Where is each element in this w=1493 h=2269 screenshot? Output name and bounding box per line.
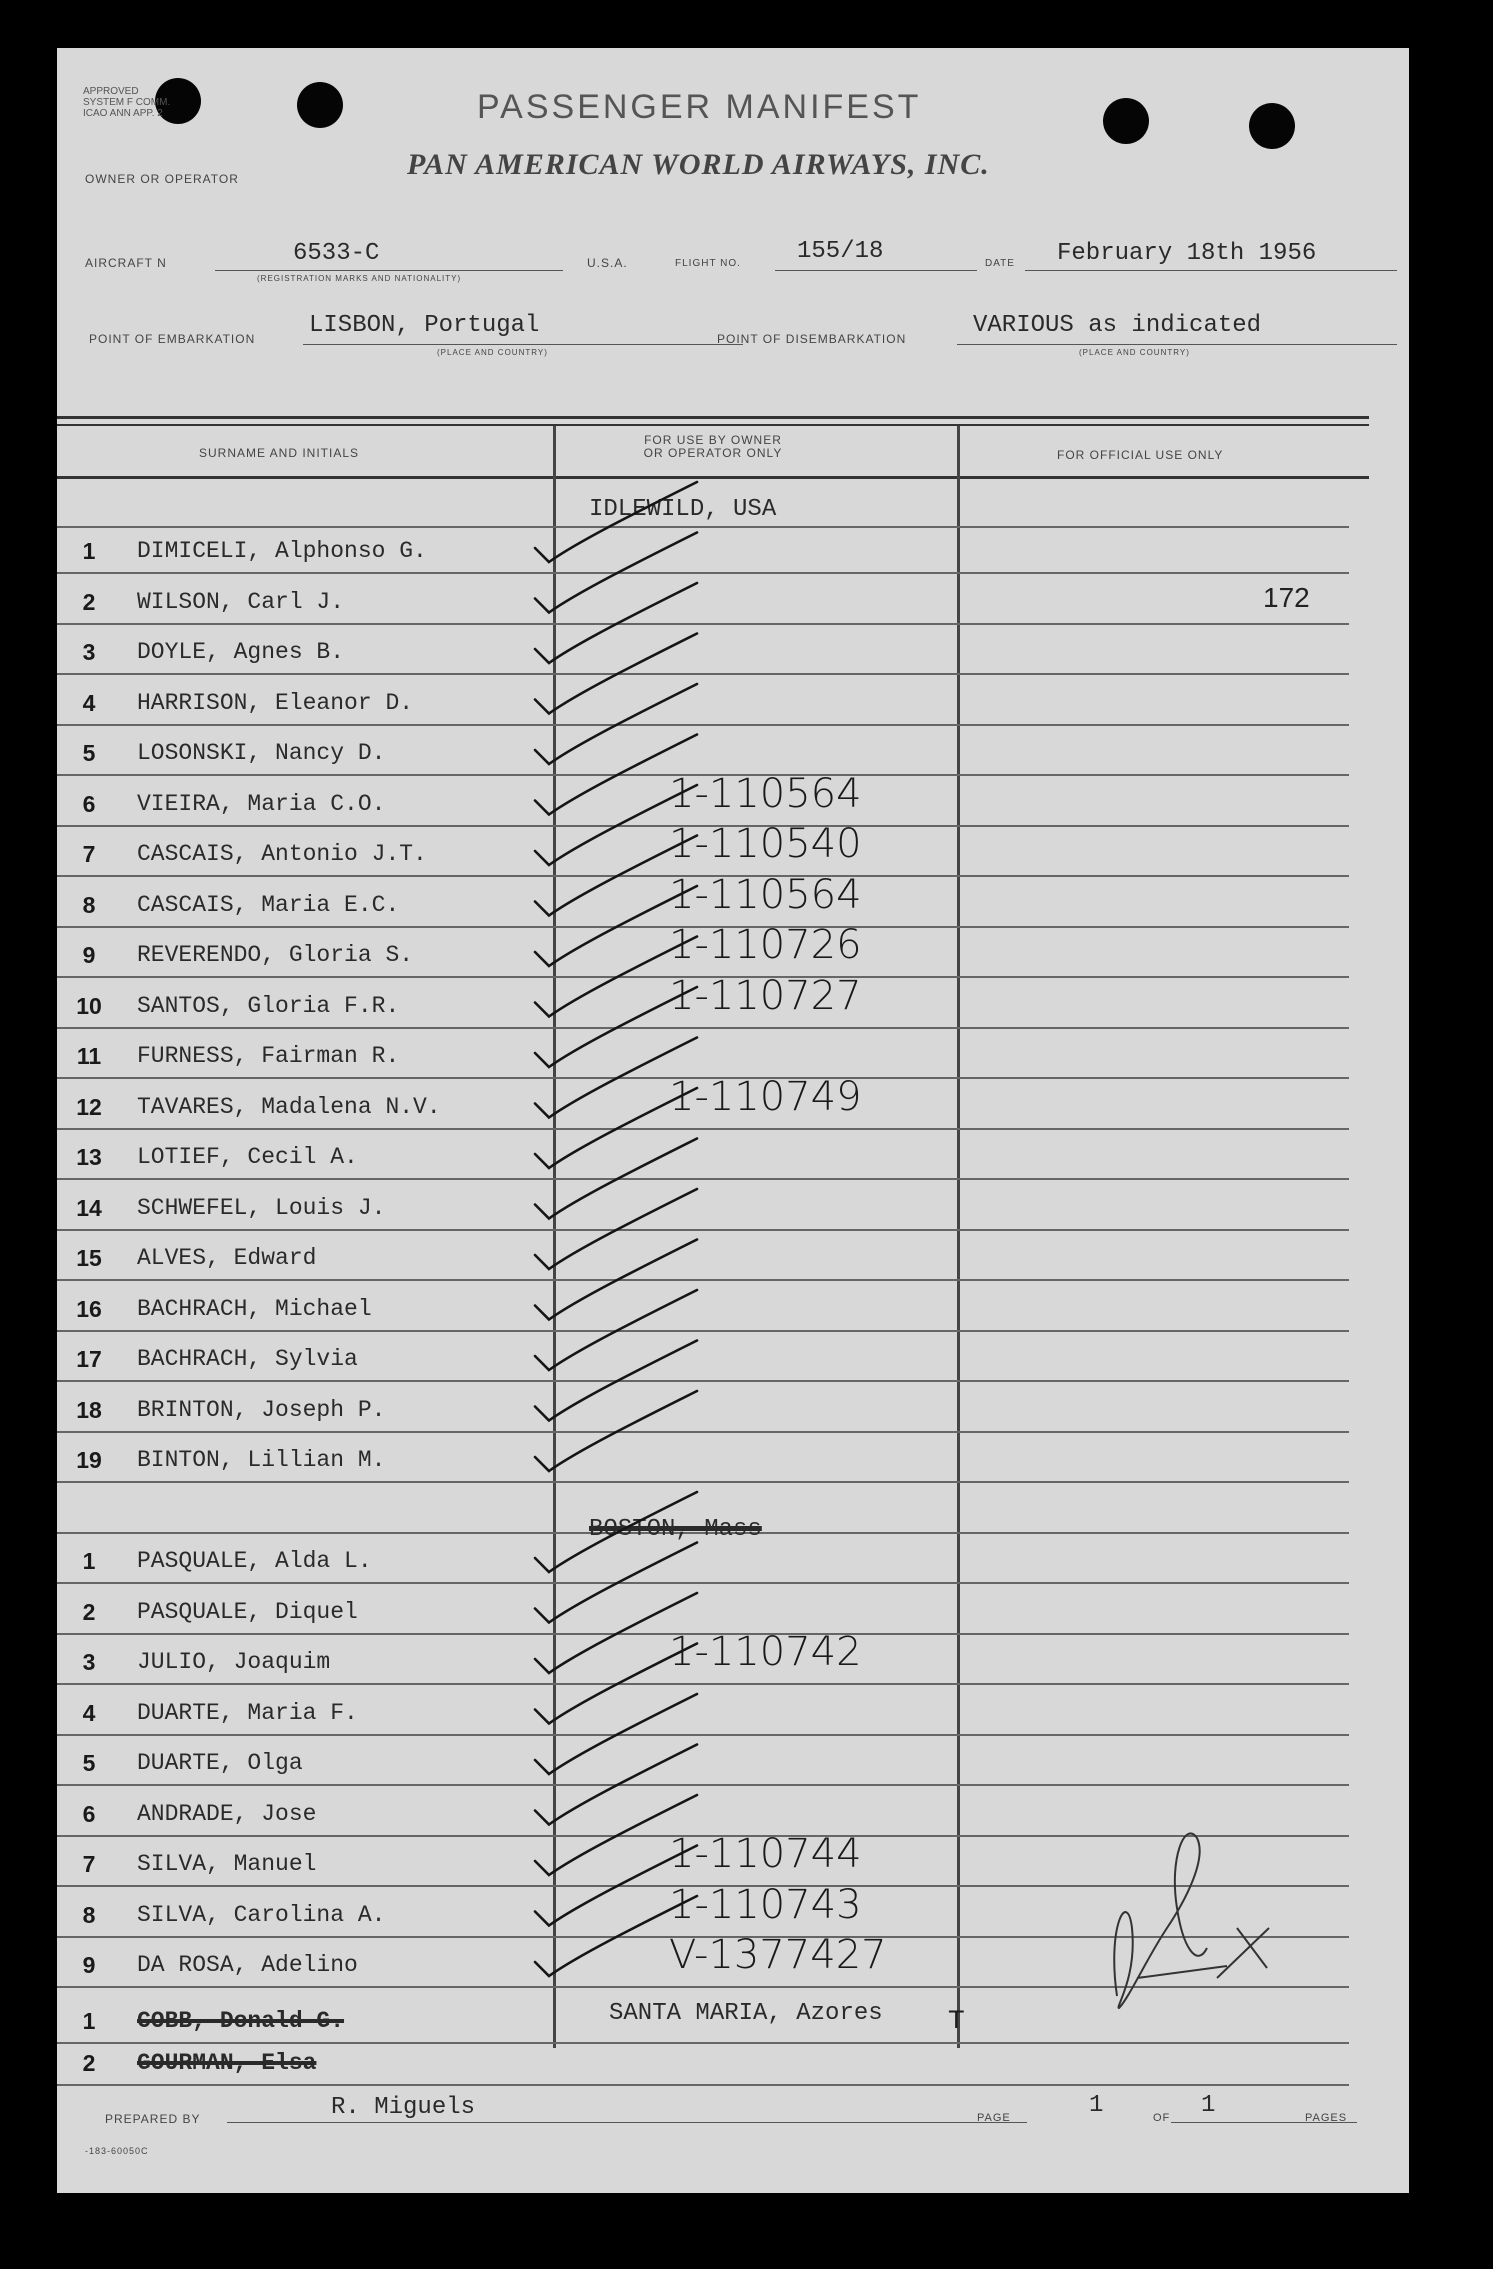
row-number: 8 (82, 891, 96, 918)
approval-line: APPROVED (83, 86, 139, 97)
passenger-name: FURNESS, Fairman R. (137, 1043, 400, 1069)
row-number: 19 (76, 1447, 102, 1473)
row-rule (57, 1128, 1349, 1130)
passenger-name: BACHRACH, Michael (137, 1295, 372, 1322)
row-rule (57, 1380, 1349, 1382)
row-number: 7 (82, 1851, 96, 1877)
place-note: (PLACE AND COUNTRY) (437, 348, 548, 357)
of-label: OF (1153, 2112, 1171, 2124)
passenger-name: VIEIRA, Maria C.O. (137, 790, 386, 817)
passenger-name: LOTIEF, Cecil A. (137, 1144, 358, 1170)
passenger-name: SILVA, Manuel (137, 1851, 317, 1877)
row-number: 8 (82, 1901, 96, 1928)
owner-use-header (593, 434, 833, 460)
row-number: 6 (82, 1800, 96, 1827)
passenger-name: CASCAIS, Antonio J.T. (137, 841, 427, 867)
owner-use-header-line: OR OPERATOR ONLY (643, 446, 783, 460)
destination-idlewild: IDLEWILD, USA (589, 496, 777, 523)
disembarkation-label: POINT OF DISEMBARKATION (717, 332, 907, 346)
row-rule (57, 1734, 1349, 1736)
passenger-name: SANTOS, Gloria F.R. (137, 992, 400, 1019)
destination-boston-struck: BOSTON, Mass (589, 1516, 762, 1543)
passenger-name: BACHRACH, Sylvia (137, 1346, 358, 1372)
row-number: 11 (76, 1043, 102, 1069)
prepared-by-value: R. Miguels (331, 2094, 476, 2121)
row-number: 4 (82, 1699, 96, 1726)
ticket-number: 1-110726 (669, 922, 862, 968)
manifest-sheet (57, 48, 1409, 2193)
row-number: 1 (82, 1548, 96, 1574)
row-rule (57, 2042, 1349, 2044)
passenger-name: ALVES, Edward (137, 1245, 317, 1271)
ticket-number: 1-110743 (669, 1881, 862, 1928)
ticket-number: V-1377427 (669, 1932, 887, 1978)
surname-column-header: SURNAME AND INITIALS (199, 446, 360, 460)
row-number: 12 (76, 1093, 102, 1120)
row-rule (57, 1330, 1349, 1332)
row-rule (57, 572, 1349, 574)
row-number: 6 (82, 790, 96, 817)
passenger-name: BINTON, Lillian M. (137, 1447, 386, 1473)
row-rule (57, 1279, 1349, 1281)
pages-label: PAGES (1305, 2112, 1348, 2124)
official-signature (1114, 1833, 1269, 2008)
row-rule (57, 673, 1349, 675)
punch-hole (297, 82, 343, 128)
row-number: 9 (82, 942, 96, 968)
row-rule (57, 1481, 1349, 1483)
approval-line: ICAO ANN (83, 108, 131, 119)
total-pages-value: 1 (1201, 2092, 1216, 2119)
airline-name: PAN AMERICAN WORLD AIRWAYS, INC. (407, 148, 990, 181)
row-number: 1 (82, 2008, 96, 2034)
ticket-number: 1-110742 (669, 1629, 862, 1675)
ticket-number: 1-110564 (669, 770, 862, 817)
row-rule (57, 1784, 1349, 1786)
row-number: 9 (82, 1952, 96, 1978)
row-number: 14 (76, 1194, 102, 1221)
passenger-name: SCHWEFEL, Louis J. (137, 1194, 386, 1221)
passenger-name: PASQUALE, Alda L. (137, 1548, 372, 1574)
passenger-name: TAVARES, Madalena N.V. (137, 1093, 441, 1120)
row-rule (57, 1178, 1349, 1180)
row-number: 1 (82, 538, 96, 564)
row-number: 5 (82, 1750, 96, 1776)
passenger-name: HARRISON, Eleanor D. (137, 689, 414, 716)
passenger-name: CASCAIS, Maria E.C. (137, 891, 400, 918)
row-rule (57, 1683, 1349, 1685)
owner-use-header-line: FOR USE BY OWNER (644, 433, 782, 447)
row-rule (57, 2084, 1349, 2086)
passenger-name: JULIO, Joaquim (137, 1649, 331, 1675)
destination-santa-maria: SANTA MARIA, Azores (609, 2000, 883, 2027)
approval-line: SYSTEM F (83, 97, 134, 108)
page-label: PAGE (977, 2112, 1011, 2124)
row-number: 15 (76, 1245, 102, 1271)
passenger-name: DUARTE, Olga (137, 1750, 303, 1776)
aircraft-label: AIRCRAFT N (85, 256, 167, 270)
passenger-name: REVERENDO, Gloria S. (137, 942, 414, 968)
official-use-header: FOR OFFICIAL USE ONLY (1057, 448, 1224, 462)
passenger-name: WILSON, Carl J. (137, 588, 345, 615)
form-title: PASSENGER MANIFEST (477, 88, 922, 126)
passenger-name: PASQUALE, Diquel (137, 1598, 358, 1625)
row-number: 16 (76, 1295, 102, 1322)
row-number: 2 (82, 1598, 96, 1625)
flight-number: 155/18 (797, 238, 884, 265)
row-number: 3 (82, 1649, 96, 1675)
passenger-name: DA ROSA, Adelino (137, 1952, 358, 1978)
row-rule (57, 1229, 1349, 1231)
flight-date: February 18th 1956 (1057, 240, 1317, 267)
approval-line: APP. 2 (133, 108, 163, 119)
passenger-name: DOYLE, Agnes B. (137, 639, 345, 665)
row-number: 2 (82, 2050, 96, 2076)
date-label: DATE (985, 258, 1015, 269)
owner-label: OWNER OR OPERATOR (85, 172, 239, 186)
destination-mark: T (949, 2006, 964, 2034)
row-number: 5 (82, 740, 96, 766)
embarkation-label: POINT OF EMBARKATION (89, 332, 256, 346)
row-number: 17 (76, 1346, 102, 1372)
disembarkation-value: VARIOUS as indicated (973, 312, 1262, 339)
passenger-name: DIMICELI, Alphonso G. (137, 538, 427, 564)
row-number: 2 (82, 588, 96, 615)
passenger-name: SILVA, Carolina A. (137, 1901, 386, 1928)
form-code: -183-60050C (85, 2146, 149, 2156)
passenger-name: COBB, Donald G. (137, 2008, 345, 2034)
passenger-name: ANDRADE, Jose (137, 1800, 317, 1827)
row-number: 7 (82, 841, 96, 867)
ticket-number: 1-110727 (669, 972, 862, 1019)
punch-hole (1249, 103, 1295, 149)
row-number: 13 (76, 1144, 102, 1170)
passenger-name: BRINTON, Joseph P. (137, 1396, 386, 1423)
punch-hole (1103, 98, 1149, 144)
row-rule (57, 1027, 1349, 1029)
ticket-number: 1-110749 (669, 1073, 862, 1120)
registration-note: (REGISTRATION MARKS AND NATIONALITY) (257, 274, 462, 283)
usa-label: U.S.A. (587, 256, 628, 270)
row-rule (57, 623, 1349, 625)
row-rule (57, 1582, 1349, 1584)
ticket-number: 1-110564 (669, 871, 862, 918)
row-rule (57, 724, 1349, 726)
row-number: 10 (76, 992, 102, 1019)
aircraft-value: 6533-C (293, 240, 380, 267)
official-note: 172 (1263, 582, 1310, 613)
passenger-name: LOSONSKI, Nancy D. (137, 740, 386, 766)
passenger-name: GOURMAN, Elsa (137, 2050, 317, 2076)
row-number: 18 (76, 1396, 102, 1423)
row-rule (57, 526, 1349, 528)
embarkation-value: LISBON, Portugal (309, 312, 540, 339)
page-value: 1 (1089, 2092, 1104, 2119)
row-rule (57, 1986, 1349, 1988)
prepared-by-label: PREPARED BY (105, 2112, 201, 2126)
ticket-number: 1-110540 (669, 821, 862, 867)
flight-no-label: FLIGHT NO. (675, 258, 741, 269)
row-number: 4 (82, 689, 96, 716)
row-rule (57, 1431, 1349, 1433)
place-note: (PLACE AND COUNTRY) (1079, 348, 1190, 357)
approval-line: COMM. (135, 97, 171, 108)
approval-stamp (83, 86, 170, 119)
row-number: 3 (82, 639, 96, 665)
ticket-number: 1-110744 (669, 1831, 862, 1877)
passenger-name: DUARTE, Maria F. (137, 1699, 358, 1726)
